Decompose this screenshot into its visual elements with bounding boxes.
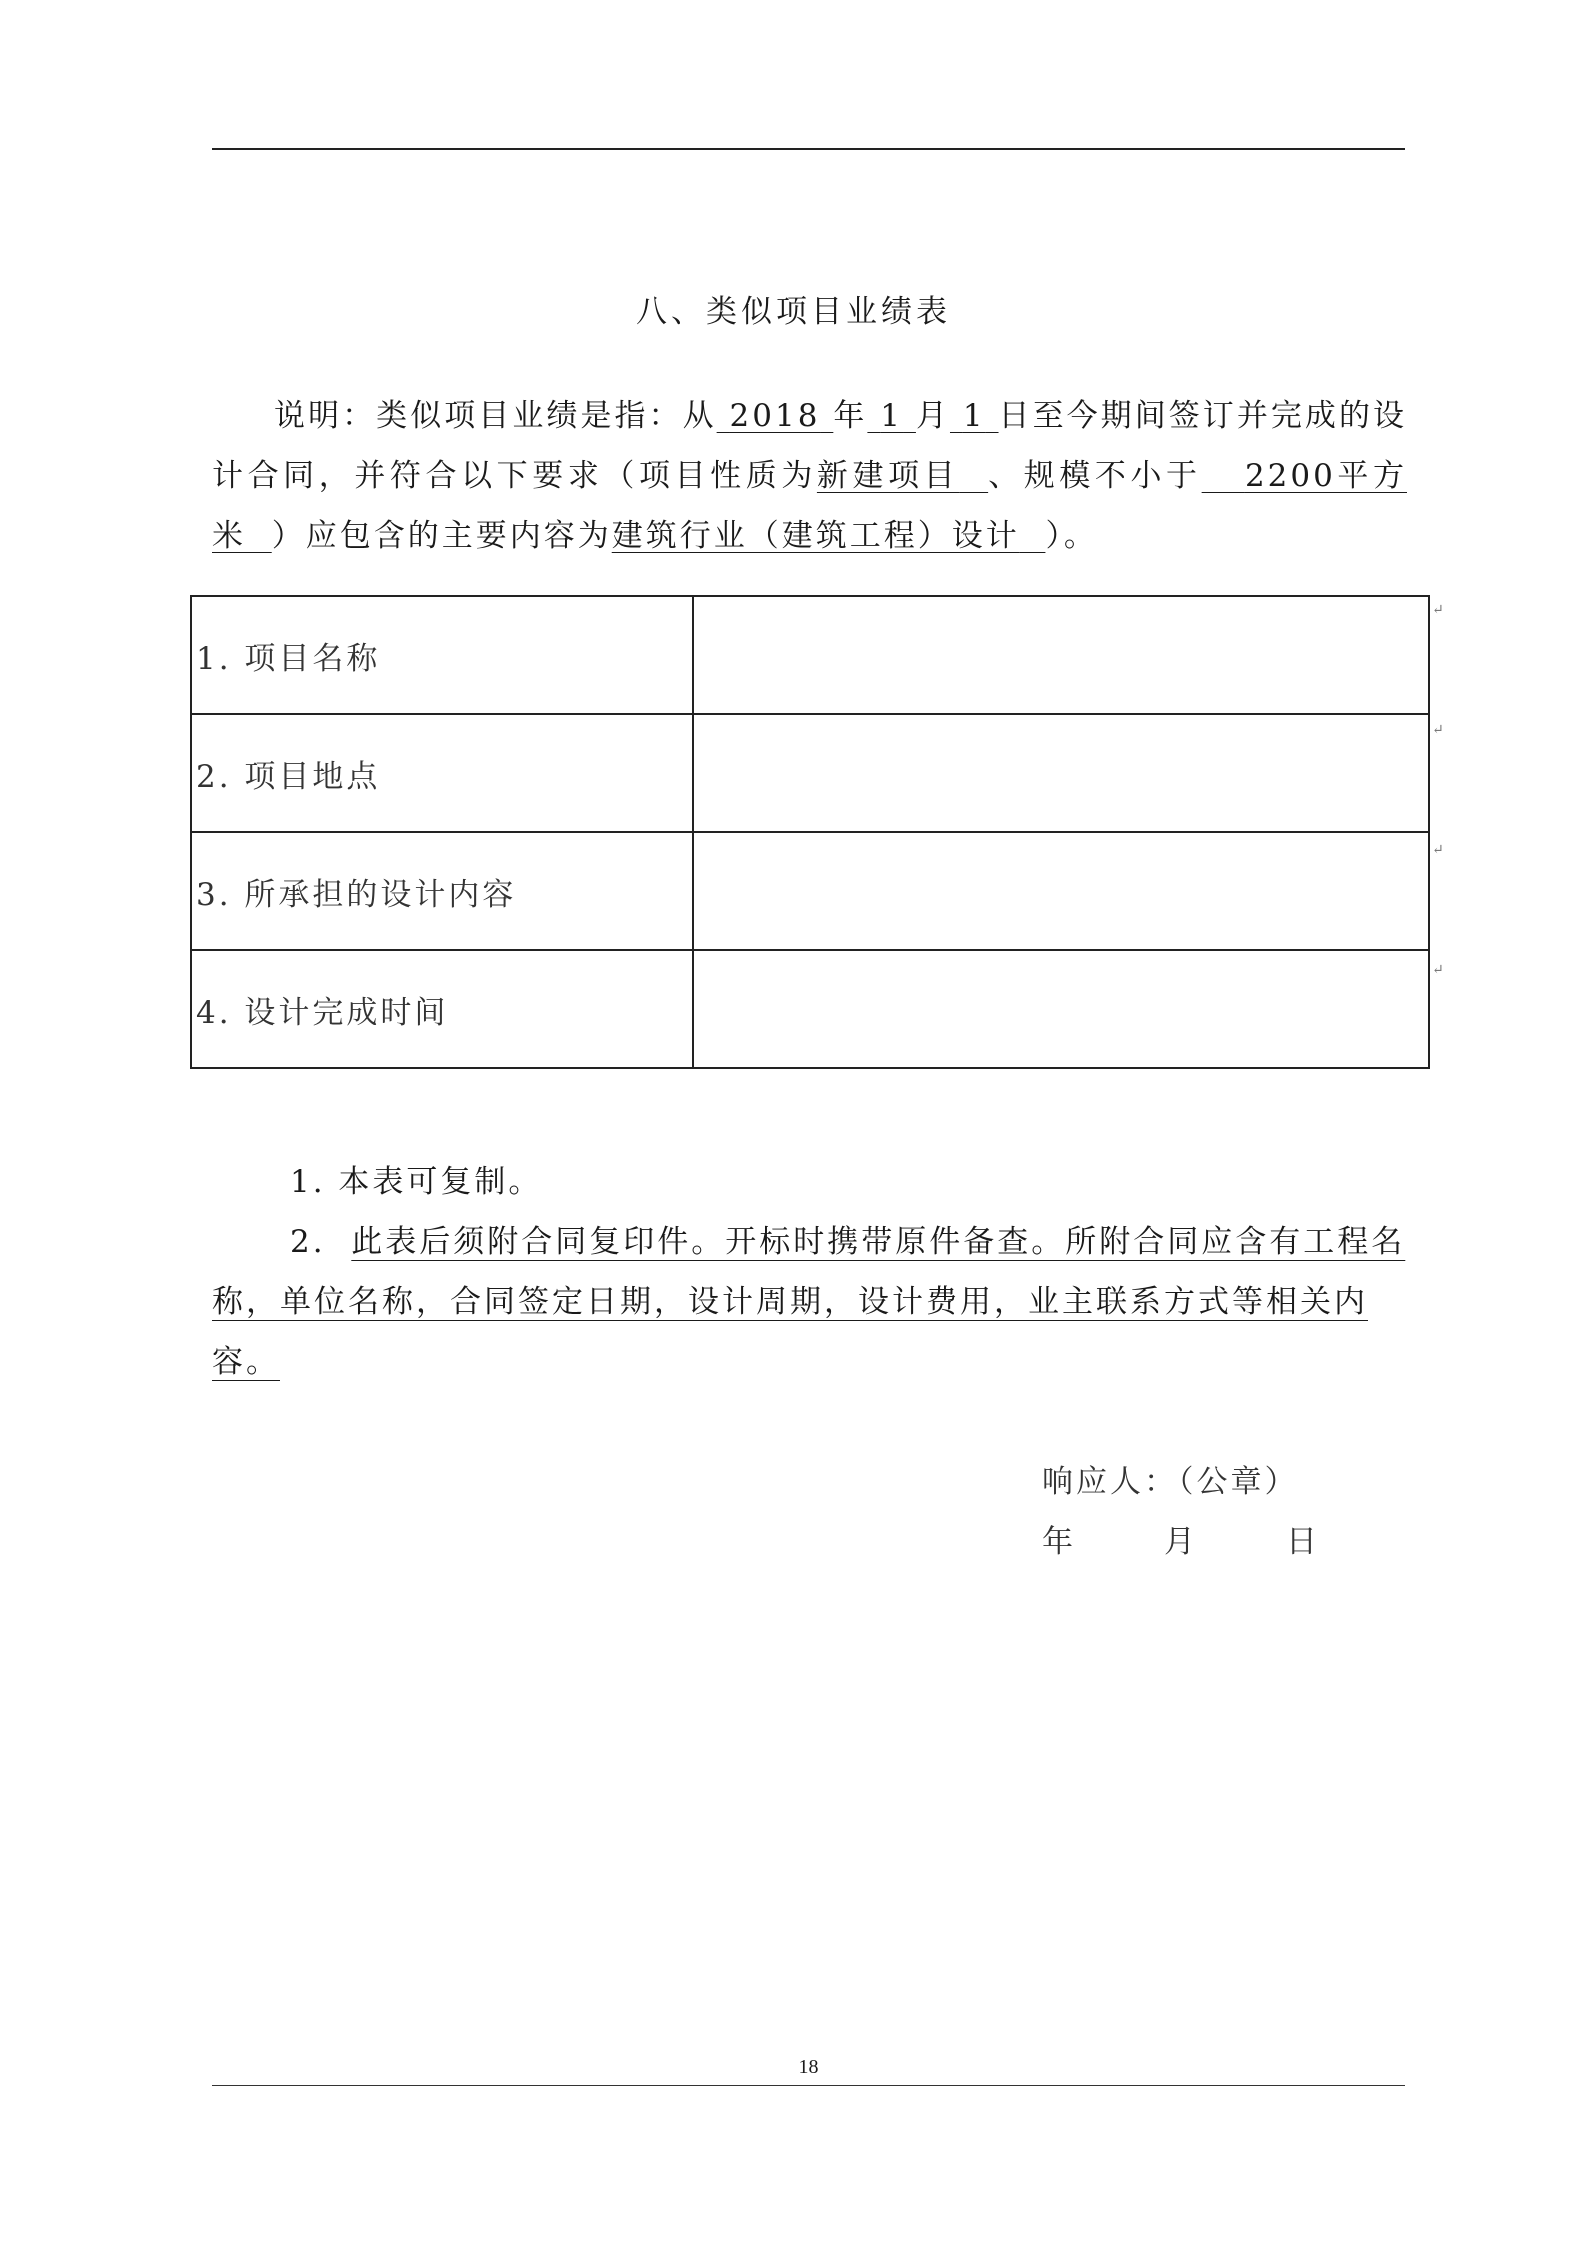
date-row (1042, 1512, 1320, 1572)
intro-text-4: 日至今期间签订并完成的设计合同，并符合以下要求（项目性质为 (212, 398, 1408, 494)
page-footer (212, 2056, 1405, 2086)
cell-end-mark: ↵ (1432, 962, 1444, 978)
table-row (191, 714, 1429, 832)
intro-text-5: 、规模不小于 (988, 458, 1202, 494)
intro-text-7: ）。 (1045, 518, 1098, 554)
cell-end-mark: ↵ (1432, 722, 1444, 738)
intro-month-field: 1 (880, 398, 904, 434)
row-value-design-content[interactable] (693, 832, 1429, 950)
performance-table (190, 595, 1430, 1069)
table-row (191, 596, 1429, 714)
intro-text-6: ）应包含的主要内容为 (271, 518, 612, 554)
table-row (191, 950, 1429, 1068)
notes-section (212, 1152, 1407, 1392)
table-row (191, 832, 1429, 950)
row-label-design-content: 3. 所承担的设计内容 (191, 832, 693, 950)
footer-rule (212, 2085, 1405, 2086)
note-2-text: 此表后须附合同复印件。开标时携带原件备查。所附合同应含有工程名称，单位名称，合同签定日期，设计周期，设计费用，业主联系方式等相关内容。 (212, 1224, 1406, 1380)
row-value-completion-time[interactable] (693, 950, 1429, 1068)
date-day: 日 (1286, 1524, 1320, 1560)
note-1: 1. 本表可复制。 (290, 1164, 543, 1200)
cell-end-mark: ↵ (1432, 842, 1444, 858)
row-label-project-name: 1. 项目名称 (191, 596, 693, 714)
row-value-project-location[interactable] (693, 714, 1429, 832)
date-year: 年 (1042, 1524, 1076, 1560)
responder-label: 响应人：（公章） (1042, 1464, 1299, 1500)
row-label-completion-time: 4. 设计完成时间 (191, 950, 693, 1068)
row-label-project-location: 2. 项目地点 (191, 714, 693, 832)
intro-nature-field: 新建项目 (816, 458, 960, 494)
cell-end-mark: ↵ (1432, 602, 1444, 618)
signature-block (1042, 1452, 1320, 1572)
intro-content-field: 建筑行业（建筑工程）设计 (611, 518, 1020, 554)
page-number: 18 (798, 2056, 819, 2078)
date-month: 月 (1164, 1524, 1198, 1560)
page-title: 八、类似项目业绩表 (636, 294, 951, 330)
intro-day-field: 1 (962, 398, 986, 434)
note-2 (212, 1212, 1407, 1392)
intro-text-3: 月 (915, 398, 950, 434)
intro-text-2: 年 (833, 398, 868, 434)
intro-paragraph (212, 386, 1407, 566)
note-2-number: 2. (290, 1224, 326, 1260)
intro-year-field: 2018 (729, 398, 821, 434)
intro-scale-field: 2200平方米 (212, 458, 1407, 554)
header-rule (212, 148, 1405, 150)
intro-text-1: 说明：类似项目业绩是指：从 (274, 398, 717, 434)
row-value-project-name[interactable] (693, 596, 1429, 714)
